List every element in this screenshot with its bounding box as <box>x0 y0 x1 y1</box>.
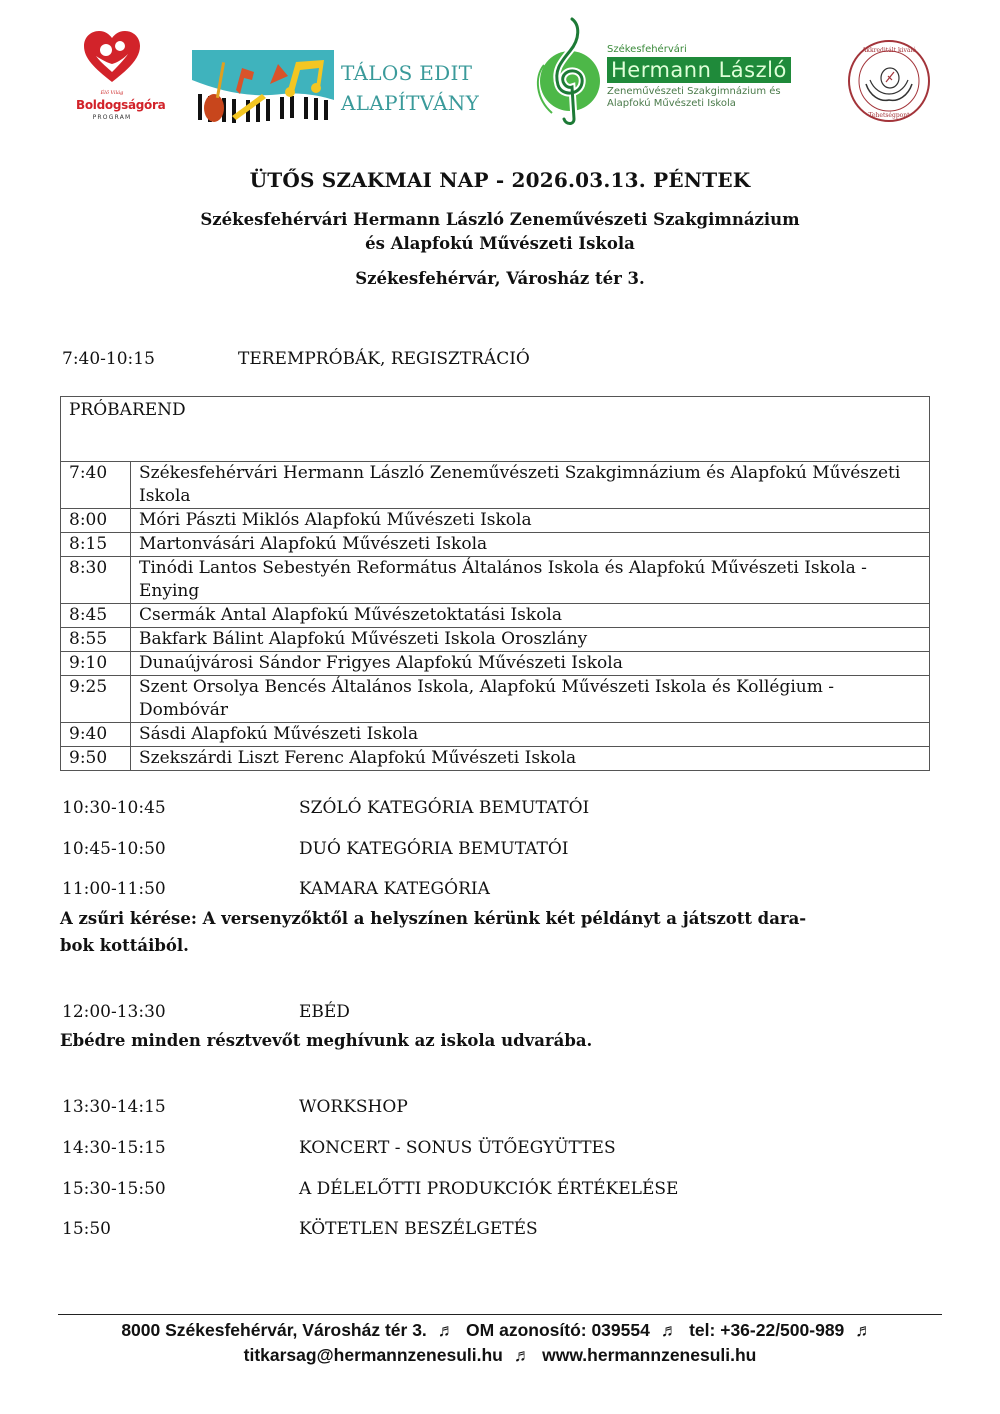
schedule-item <box>62 1138 616 1158</box>
treble-clef-icon <box>528 15 608 127</box>
rehearsal-time: 8:30 <box>61 557 131 604</box>
table-row <box>61 533 930 557</box>
jury-request-note <box>60 905 930 959</box>
footer-email-link[interactable]: titkarsag@hermannzenesuli.hu <box>243 1345 503 1365</box>
schedule-item <box>62 798 590 818</box>
event-address: Székesfehérvár, Városház tér 3. <box>355 269 645 288</box>
rehearsal-school: Bakfark Bálint Alapfokú Művészeti Iskola Oroszlány <box>131 628 930 652</box>
talos-edit-logo-text <box>341 58 479 118</box>
rehearsal-school: Tinódi Lantos Sebestyén Református Általános Iskola és Alapfokú Művészeti Iskola - Enying <box>131 557 930 604</box>
schedule-item <box>62 1097 408 1117</box>
schedule-activity: KÖTETLEN BESZÉLGETÉS <box>299 1219 538 1239</box>
schedule-time: 12:00-13:30 <box>62 1002 166 1022</box>
rehearsal-school: Dunaújvárosi Sándor Frigyes Alapfokú Művészeti Iskola <box>131 652 930 676</box>
seal-bottom-text: Tehetségpont <box>868 112 910 119</box>
table-header-row <box>61 397 930 462</box>
rehearsal-time: 8:00 <box>61 509 131 533</box>
music-note-icon: ♬ <box>513 1345 532 1365</box>
rehearsal-time: 9:50 <box>61 747 131 771</box>
page-title: ÜTŐS SZAKMAI NAP - 2026.03.13. PÉNTEK <box>249 168 751 192</box>
seal-hands-icon <box>846 38 932 124</box>
seal-top-text: Akkreditált kiváló <box>861 47 917 54</box>
music-note-icon: ♬ <box>660 1320 679 1340</box>
schedule-time: 13:30-14:15 <box>62 1097 166 1117</box>
rehearsal-time: 7:40 <box>61 462 131 509</box>
hermann-logo-city: Székesfehérvári <box>607 44 687 55</box>
rehearsal-time: 8:15 <box>61 533 131 557</box>
schedule-activity: WORKSHOP <box>299 1097 408 1117</box>
heart-family-icon <box>82 30 142 84</box>
talos-edit-music-image <box>192 50 334 126</box>
table-row <box>61 652 930 676</box>
schedule-activity: SZÓLÓ KATEGÓRIA BEMUTATÓI <box>299 798 590 818</box>
rehearsal-time: 8:55 <box>61 628 131 652</box>
table-row <box>61 747 930 771</box>
schedule-time: 14:30-15:15 <box>62 1138 166 1158</box>
hermann-logo-text <box>607 44 791 110</box>
music-note-icon: ♬ <box>855 1320 873 1340</box>
boldogsagora-subtitle: PROGRAM <box>92 114 132 121</box>
schedule-activity: KONCERT - SONUS ÜTŐEGYÜTTES <box>299 1138 616 1158</box>
table-row <box>61 462 930 509</box>
talos-edit-line1: TÁLOS EDIT <box>341 61 473 85</box>
schedule-time: 7:40-10:15 <box>62 349 155 369</box>
schedule-time: 15:30-15:50 <box>62 1179 166 1199</box>
schedule-time: 11:00-11:50 <box>62 879 166 899</box>
rehearsal-school: Sásdi Alapfokú Művészeti Iskola <box>131 723 930 747</box>
boldogsagora-tagline: Élő Világ <box>100 90 124 96</box>
rehearsal-school: Szekszárdi Liszt Ferenc Alapfokú Művészeti Iskola <box>131 747 930 771</box>
table-row <box>61 509 930 533</box>
footer-om-id: OM azonosító: 039554 <box>466 1320 650 1340</box>
hermann-logo-sub2: Alapfokú Művészeti Iskola <box>607 98 736 109</box>
footer-line2 <box>0 1345 1000 1366</box>
probarend-header: PRÓBAREND <box>61 397 930 462</box>
footer-line1 <box>0 1320 1000 1341</box>
rehearsal-school: Csermák Antal Alapfokú Művészetoktatási Iskola <box>131 604 930 628</box>
schedule-item <box>62 1219 538 1239</box>
schedule-item <box>62 879 490 899</box>
schedule-activity: DUÓ KATEGÓRIA BEMUTATÓI <box>299 839 569 859</box>
table-row <box>61 557 930 604</box>
schedule-item <box>62 1179 679 1199</box>
probarend-table <box>60 396 930 771</box>
rehearsal-school: Martonvásári Alapfokú Művészeti Iskola <box>131 533 930 557</box>
rehearsal-time: 8:45 <box>61 604 131 628</box>
schedule-activity: EBÉD <box>299 1002 350 1022</box>
table-row <box>61 676 930 723</box>
schedule-activity: TEREMPRÓBÁK, REGISZTRÁCIÓ <box>238 349 530 369</box>
schedule-item-registration <box>62 349 530 369</box>
footer-website-link[interactable]: www.hermannzenesuli.hu <box>542 1345 757 1365</box>
table-row <box>61 604 930 628</box>
music-note-icon: ♬ <box>437 1320 456 1340</box>
talos-edit-line2: ALAPÍTVÁNY <box>341 91 480 115</box>
table-row <box>61 723 930 747</box>
rehearsal-time: 9:40 <box>61 723 131 747</box>
jury-note-line2: bok kottáiból. <box>60 936 189 955</box>
lunch-note: Ebédre minden résztvevőt meghívunk az iskola udvarába. <box>60 1031 593 1050</box>
school-name-line2: és Alapfokú Művészeti Iskola <box>365 234 635 253</box>
music-instruments-icon <box>192 50 334 126</box>
hermann-logo-name: Hermann László <box>607 57 791 83</box>
table-row <box>61 628 930 652</box>
rehearsal-school: Szent Orsolya Bencés Általános Iskola, Alapfokú Művészeti Iskola és Kollégium - Dombóvár <box>131 676 930 723</box>
boldogsagora-name: Boldogságóra <box>76 98 166 112</box>
schedule-activity: KAMARA KATEGÓRIA <box>299 879 490 899</box>
schedule-time: 10:30-10:45 <box>62 798 166 818</box>
footer-phone: tel: +36-22/500-989 <box>689 1320 845 1340</box>
schedule-item <box>62 839 569 859</box>
rehearsal-school: Székesfehérvári Hermann László Zeneművészeti Szakgimnázium és Alapfokú Művészeti Iskola <box>131 462 930 509</box>
school-name-line1: Székesfehérvári Hermann László Zeneművészeti Szakgimnázium <box>200 210 800 229</box>
hermann-logo-sub1: Zeneművészeti Szakgimnázium és <box>607 86 781 97</box>
footer-divider <box>58 1314 942 1315</box>
rehearsal-school: Móri Pászti Miklós Alapfokú Művészeti Iskola <box>131 509 930 533</box>
hermann-treble-clef-logo <box>528 15 608 127</box>
schedule-time: 10:45-10:50 <box>62 839 166 859</box>
boldogsagora-logo <box>76 30 166 130</box>
schedule-time: 15:50 <box>62 1219 111 1239</box>
schedule-item-lunch <box>62 1002 350 1022</box>
school-name <box>0 208 1000 256</box>
rehearsal-time: 9:25 <box>61 676 131 723</box>
rehearsal-time: 9:10 <box>61 652 131 676</box>
schedule-activity: A DÉLELŐTTI PRODUKCIÓK ÉRTÉKELÉSE <box>299 1179 679 1199</box>
akkreditalt-kivalo-tehetsegpont-seal <box>846 38 932 124</box>
jury-note-line1: A zsűri kérése: A versenyzőktől a helyszínen kérünk két példányt a játszott dara- <box>60 909 807 928</box>
footer-address: 8000 Székesfehérvár, Városház tér 3. <box>121 1320 427 1340</box>
